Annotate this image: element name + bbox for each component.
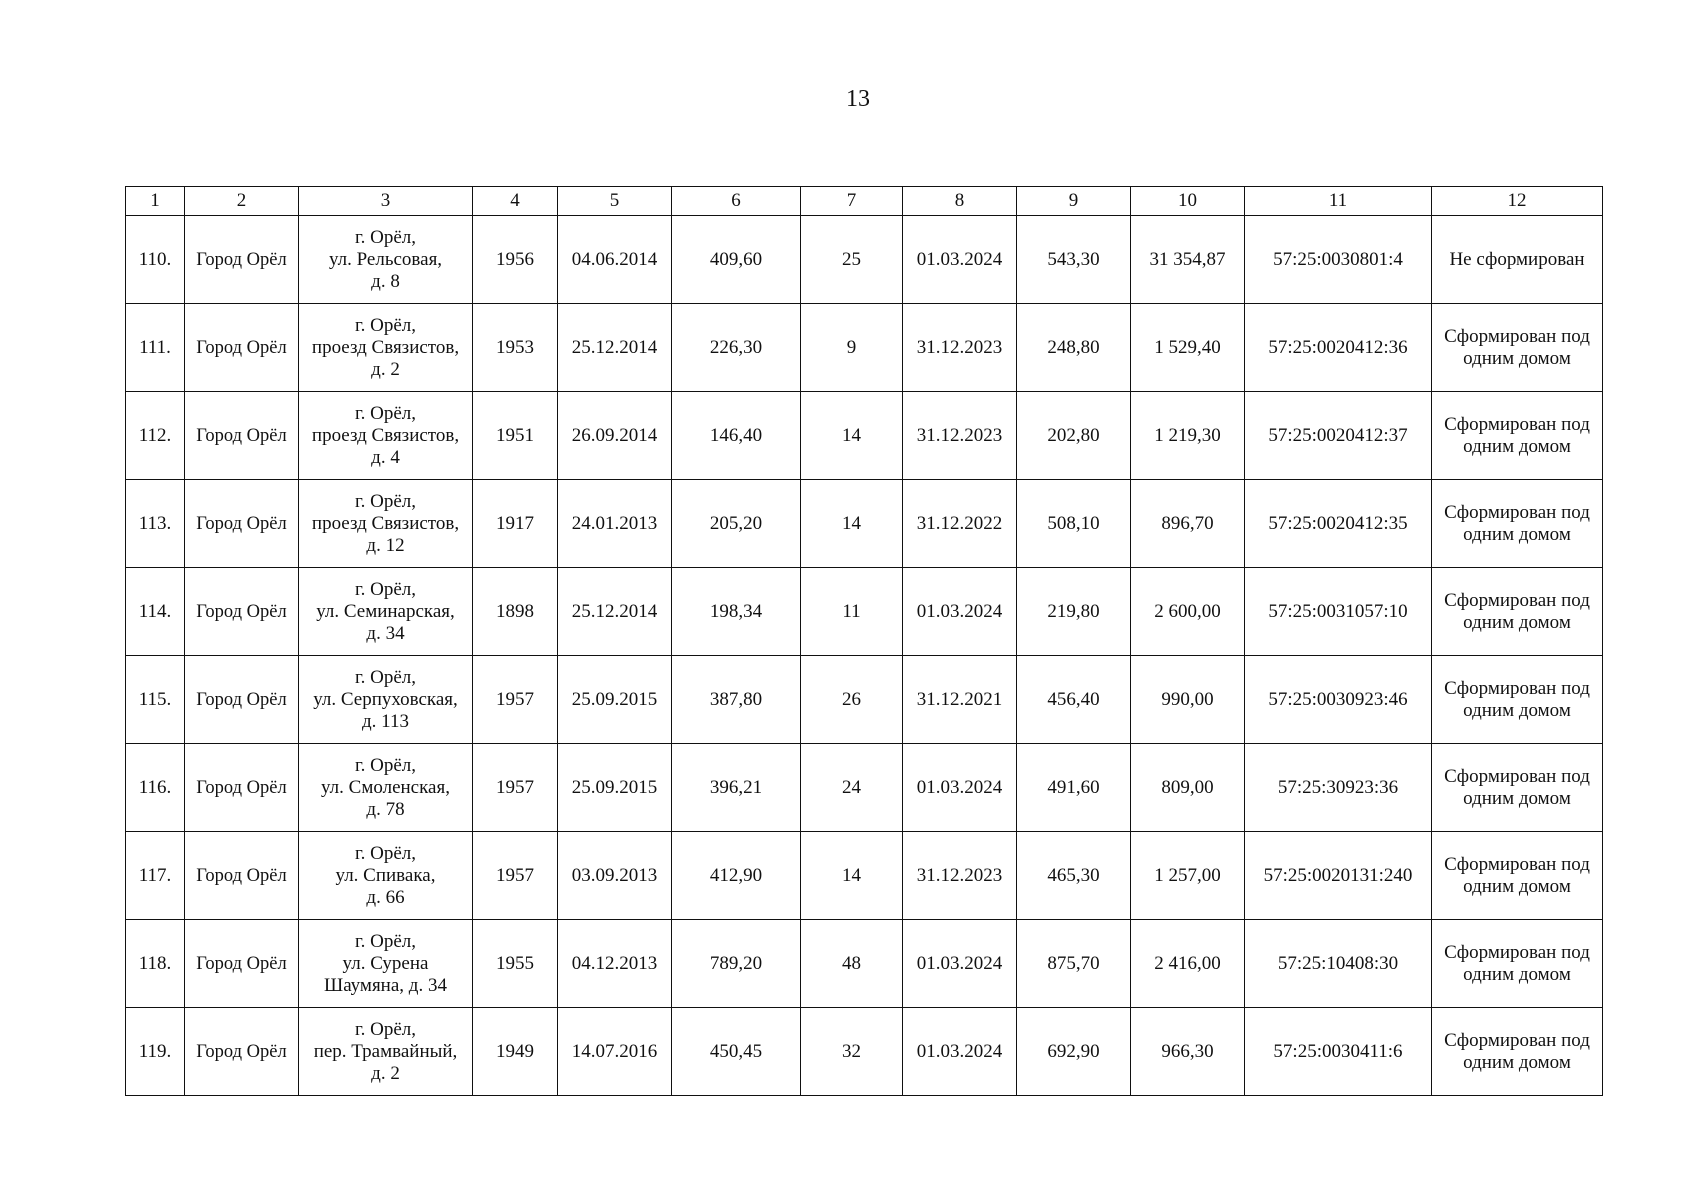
residents-count-cell: 48 <box>801 920 903 1008</box>
year-built-cell: 1956 <box>473 216 558 304</box>
column-header-6: 6 <box>672 187 801 216</box>
row-number-cell: 115. <box>126 656 185 744</box>
cadastral-number-cell: 57:25:0020131:240 <box>1245 832 1432 920</box>
cadastral-number-cell: 57:25:30923:36 <box>1245 744 1432 832</box>
municipality-cell: Город Орёл <box>185 568 299 656</box>
measure-value-cell: 31 354,87 <box>1131 216 1245 304</box>
municipality-cell: Город Орёл <box>185 832 299 920</box>
row-number-cell: 118. <box>126 920 185 1008</box>
page-number: 13 <box>846 86 870 112</box>
area-cell: 226,30 <box>672 304 801 392</box>
year-built-cell: 1955 <box>473 920 558 1008</box>
residents-count-cell: 14 <box>801 480 903 568</box>
table-row <box>126 656 1603 744</box>
deadline-date-cell: 01.03.2024 <box>903 1008 1017 1096</box>
column-header-8: 8 <box>903 187 1017 216</box>
land-area-cell: 875,70 <box>1017 920 1131 1008</box>
survey-date-cell: 04.12.2013 <box>558 920 672 1008</box>
address-cell: г. Орёл, проезд Связистов, д. 4 <box>299 392 473 480</box>
deadline-date-cell: 01.03.2024 <box>903 568 1017 656</box>
survey-date-cell: 14.07.2016 <box>558 1008 672 1096</box>
measure-value-cell: 1 529,40 <box>1131 304 1245 392</box>
survey-date-cell: 25.09.2015 <box>558 656 672 744</box>
row-number-cell: 113. <box>126 480 185 568</box>
measure-value-cell: 1 257,00 <box>1131 832 1245 920</box>
column-header-5: 5 <box>558 187 672 216</box>
table-row <box>126 392 1603 480</box>
survey-date-cell: 24.01.2013 <box>558 480 672 568</box>
deadline-date-cell: 31.12.2023 <box>903 392 1017 480</box>
residents-count-cell: 32 <box>801 1008 903 1096</box>
land-area-cell: 219,80 <box>1017 568 1131 656</box>
measure-value-cell: 1 219,30 <box>1131 392 1245 480</box>
deadline-date-cell: 31.12.2022 <box>903 480 1017 568</box>
land-area-cell: 508,10 <box>1017 480 1131 568</box>
address-cell: г. Орёл, пер. Трамвайный, д. 2 <box>299 1008 473 1096</box>
column-header-11: 11 <box>1245 187 1432 216</box>
cadastral-number-cell: 57:25:0030411:6 <box>1245 1008 1432 1096</box>
area-cell: 146,40 <box>672 392 801 480</box>
land-area-cell: 465,30 <box>1017 832 1131 920</box>
survey-date-cell: 25.12.2014 <box>558 568 672 656</box>
deadline-date-cell: 01.03.2024 <box>903 920 1017 1008</box>
address-cell: г. Орёл, ул. Спивака, д. 66 <box>299 832 473 920</box>
row-number-cell: 111. <box>126 304 185 392</box>
cadastral-number-cell: 57:25:0020412:37 <box>1245 392 1432 480</box>
measure-value-cell: 896,70 <box>1131 480 1245 568</box>
table-row <box>126 744 1603 832</box>
measure-value-cell: 809,00 <box>1131 744 1245 832</box>
deadline-date-cell: 31.12.2021 <box>903 656 1017 744</box>
address-cell: г. Орёл, проезд Связистов, д. 2 <box>299 304 473 392</box>
land-status-cell: Сформирован под одним домом <box>1432 568 1603 656</box>
table-row <box>126 480 1603 568</box>
municipality-cell: Город Орёл <box>185 744 299 832</box>
survey-date-cell: 26.09.2014 <box>558 392 672 480</box>
residents-count-cell: 14 <box>801 832 903 920</box>
column-header-10: 10 <box>1131 187 1245 216</box>
residents-count-cell: 9 <box>801 304 903 392</box>
land-area-cell: 248,80 <box>1017 304 1131 392</box>
table-row <box>126 1008 1603 1096</box>
row-number-cell: 112. <box>126 392 185 480</box>
address-cell: г. Орёл, ул. Семинарская, д. 34 <box>299 568 473 656</box>
year-built-cell: 1957 <box>473 832 558 920</box>
column-header-9: 9 <box>1017 187 1131 216</box>
cadastral-number-cell: 57:25:0020412:35 <box>1245 480 1432 568</box>
table-body <box>126 216 1603 1096</box>
deadline-date-cell: 31.12.2023 <box>903 304 1017 392</box>
residents-count-cell: 14 <box>801 392 903 480</box>
cadastral-number-cell: 57:25:0030801:4 <box>1245 216 1432 304</box>
measure-value-cell: 966,30 <box>1131 1008 1245 1096</box>
row-number-cell: 119. <box>126 1008 185 1096</box>
deadline-date-cell: 01.03.2024 <box>903 216 1017 304</box>
row-number-cell: 117. <box>126 832 185 920</box>
municipality-cell: Город Орёл <box>185 656 299 744</box>
table-row <box>126 832 1603 920</box>
address-cell: г. Орёл, ул. Серпуховская, д. 113 <box>299 656 473 744</box>
deadline-date-cell: 31.12.2023 <box>903 832 1017 920</box>
area-cell: 396,21 <box>672 744 801 832</box>
land-status-cell: Сформирован под одним домом <box>1432 304 1603 392</box>
survey-date-cell: 25.12.2014 <box>558 304 672 392</box>
municipality-cell: Город Орёл <box>185 920 299 1008</box>
land-status-cell: Сформирован под одним домом <box>1432 920 1603 1008</box>
land-status-cell: Сформирован под одним домом <box>1432 656 1603 744</box>
survey-date-cell: 03.09.2013 <box>558 832 672 920</box>
table-row <box>126 304 1603 392</box>
row-number-cell: 116. <box>126 744 185 832</box>
year-built-cell: 1957 <box>473 656 558 744</box>
cadastral-number-cell: 57:25:0030923:46 <box>1245 656 1432 744</box>
measure-value-cell: 2 600,00 <box>1131 568 1245 656</box>
area-cell: 387,80 <box>672 656 801 744</box>
column-header-12: 12 <box>1432 187 1603 216</box>
land-area-cell: 456,40 <box>1017 656 1131 744</box>
registry-table <box>125 186 1603 1096</box>
year-built-cell: 1917 <box>473 480 558 568</box>
table-row <box>126 920 1603 1008</box>
residents-count-cell: 24 <box>801 744 903 832</box>
address-cell: г. Орёл, ул. Сурена Шаумяна, д. 34 <box>299 920 473 1008</box>
year-built-cell: 1953 <box>473 304 558 392</box>
cadastral-number-cell: 57:25:0031057:10 <box>1245 568 1432 656</box>
cadastral-number-cell: 57:25:10408:30 <box>1245 920 1432 1008</box>
land-status-cell: Сформирован под одним домом <box>1432 744 1603 832</box>
survey-date-cell: 25.09.2015 <box>558 744 672 832</box>
measure-value-cell: 990,00 <box>1131 656 1245 744</box>
survey-date-cell: 04.06.2014 <box>558 216 672 304</box>
land-status-cell: Сформирован под одним домом <box>1432 392 1603 480</box>
year-built-cell: 1957 <box>473 744 558 832</box>
year-built-cell: 1898 <box>473 568 558 656</box>
land-area-cell: 491,60 <box>1017 744 1131 832</box>
cadastral-number-cell: 57:25:0020412:36 <box>1245 304 1432 392</box>
area-cell: 205,20 <box>672 480 801 568</box>
column-header-2: 2 <box>185 187 299 216</box>
row-number-cell: 114. <box>126 568 185 656</box>
land-area-cell: 543,30 <box>1017 216 1131 304</box>
municipality-cell: Город Орёл <box>185 1008 299 1096</box>
residents-count-cell: 11 <box>801 568 903 656</box>
table-row <box>126 216 1603 304</box>
land-status-cell: Сформирован под одним домом <box>1432 480 1603 568</box>
municipality-cell: Город Орёл <box>185 480 299 568</box>
column-header-4: 4 <box>473 187 558 216</box>
municipality-cell: Город Орёл <box>185 304 299 392</box>
deadline-date-cell: 01.03.2024 <box>903 744 1017 832</box>
land-area-cell: 202,80 <box>1017 392 1131 480</box>
column-header-7: 7 <box>801 187 903 216</box>
area-cell: 450,45 <box>672 1008 801 1096</box>
measure-value-cell: 2 416,00 <box>1131 920 1245 1008</box>
municipality-cell: Город Орёл <box>185 392 299 480</box>
table-row <box>126 568 1603 656</box>
column-header-3: 3 <box>299 187 473 216</box>
address-cell: г. Орёл, ул. Смоленская, д. 78 <box>299 744 473 832</box>
residents-count-cell: 25 <box>801 216 903 304</box>
area-cell: 198,34 <box>672 568 801 656</box>
area-cell: 409,60 <box>672 216 801 304</box>
area-cell: 789,20 <box>672 920 801 1008</box>
address-cell: г. Орёл, ул. Рельсовая, д. 8 <box>299 216 473 304</box>
residents-count-cell: 26 <box>801 656 903 744</box>
land-area-cell: 692,90 <box>1017 1008 1131 1096</box>
address-cell: г. Орёл, проезд Связистов, д. 12 <box>299 480 473 568</box>
header-row <box>126 187 1603 216</box>
land-status-cell: Не сформирован <box>1432 216 1603 304</box>
year-built-cell: 1951 <box>473 392 558 480</box>
land-status-cell: Сформирован под одним домом <box>1432 832 1603 920</box>
year-built-cell: 1949 <box>473 1008 558 1096</box>
area-cell: 412,90 <box>672 832 801 920</box>
municipality-cell: Город Орёл <box>185 216 299 304</box>
row-number-cell: 110. <box>126 216 185 304</box>
column-header-1: 1 <box>126 187 185 216</box>
land-status-cell: Сформирован под одним домом <box>1432 1008 1603 1096</box>
